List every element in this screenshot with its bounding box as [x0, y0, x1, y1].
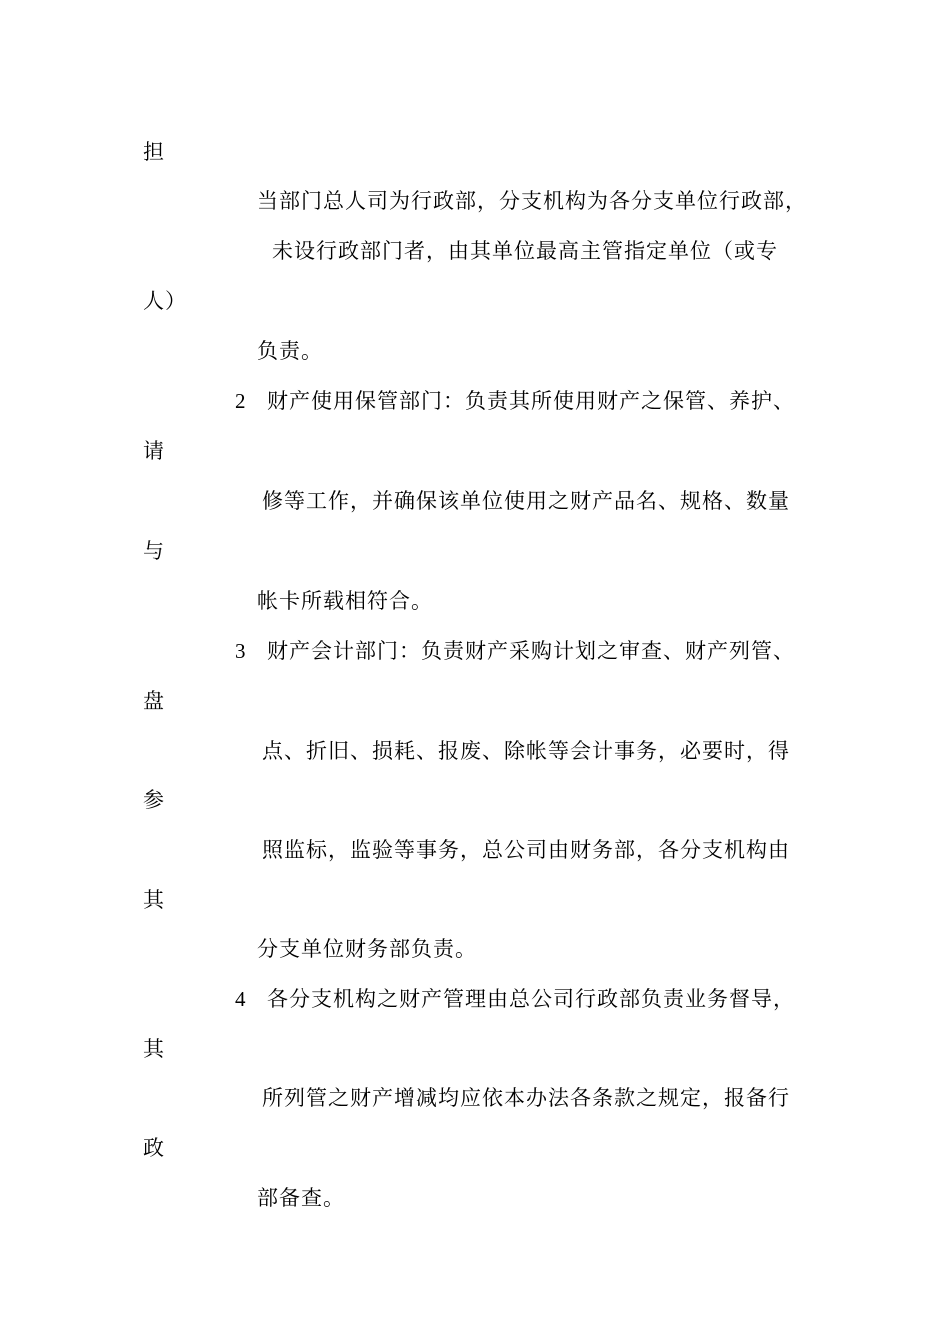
text-line: 帐卡所载相符合。 [257, 589, 433, 613]
text-line: 与 [143, 539, 165, 563]
text-line: 照监标，监验等事务，总公司由财务部，各分支机构由 [262, 838, 790, 862]
numbered-item-4 [235, 986, 795, 1012]
item-number: 2 [235, 389, 247, 413]
text-line: 人） [143, 289, 187, 313]
text-line: 政 [143, 1136, 165, 1160]
item-number: 4 [235, 987, 247, 1011]
text-line: 所列管之财产增减均应依本办法各条款之规定，报备行 [262, 1086, 790, 1110]
text-line: 参 [143, 788, 165, 812]
text-line: 分支单位财务部负责。 [257, 937, 477, 961]
text-line: 其 [143, 888, 165, 912]
text-line: 当部门总人司为行政部，分支机构为各分支单位行政部， [257, 189, 807, 213]
text-line: 未设行政部门者，由其单位最高主管指定单位（或专 [272, 239, 778, 263]
text-line: 修等工作，并确保该单位使用之财产品名、规格、数量 [262, 489, 790, 513]
item-text: 财产会计部门：负责财产采购计划之审查、财产列管、 [267, 639, 795, 663]
text-line: 请 [143, 439, 165, 463]
text-line: 担 [143, 140, 165, 164]
text-line: 点、折旧、损耗、报废、除帐等会计事务，必要时，得 [262, 739, 790, 763]
numbered-item-2 [235, 388, 795, 414]
text-line: 盘 [143, 689, 165, 713]
text-line: 其 [143, 1037, 165, 1061]
item-text: 各分支机构之财产管理由总公司行政部负责业务督导， [267, 987, 795, 1011]
item-text: 财产使用保管部门：负责其所使用财产之保管、养护、 [267, 389, 795, 413]
numbered-item-3 [235, 638, 795, 664]
item-number: 3 [235, 639, 247, 663]
text-line: 部备查。 [257, 1186, 345, 1210]
text-line: 负责。 [257, 339, 323, 363]
